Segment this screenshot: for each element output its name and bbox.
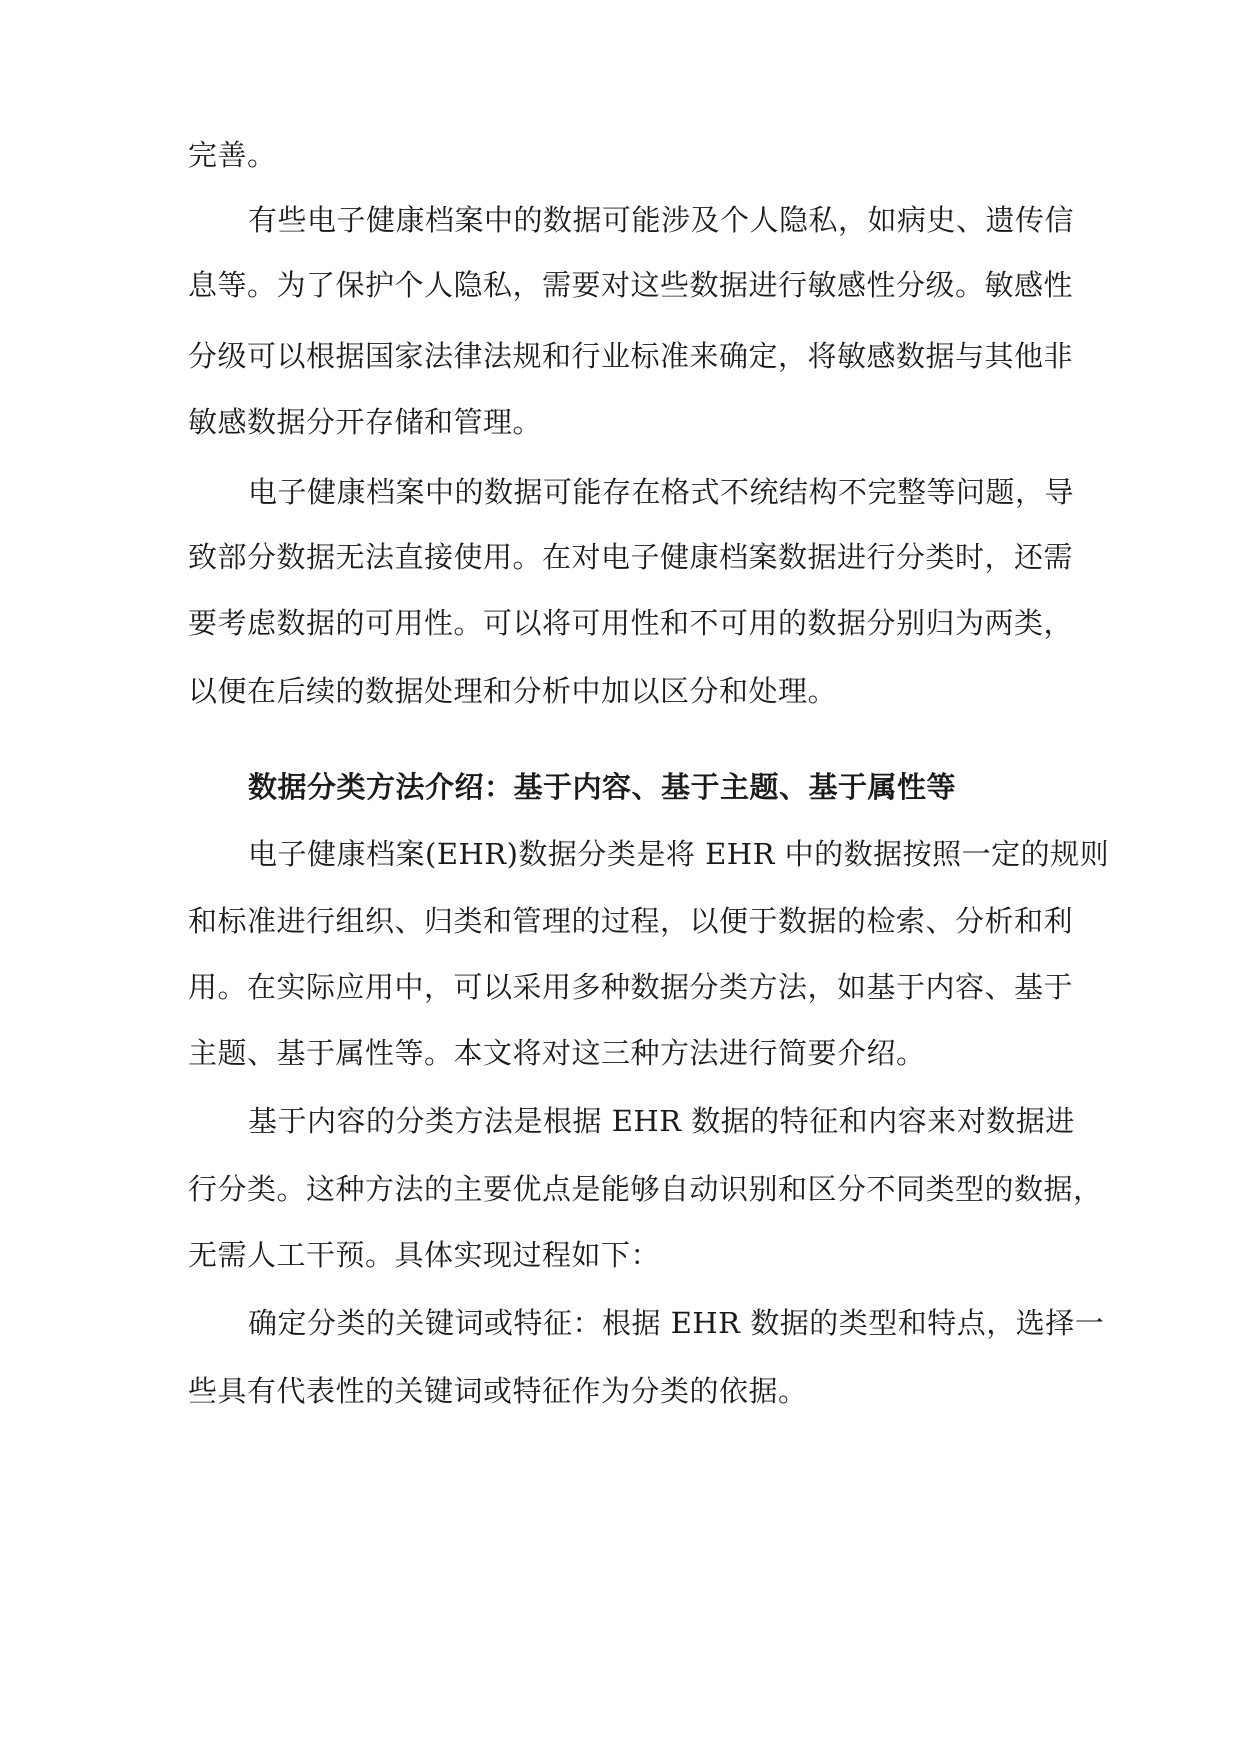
text-line: 完善。	[188, 138, 277, 172]
text-line: 要考虑数据的可用性。可以将可用性和不可用的数据分别归为两类，	[188, 606, 1074, 640]
paragraph-first-line: 基于内容的分类方法是根据 EHR 数据的特征和内容来对数据进	[248, 1104, 1075, 1138]
text-line: 用。在实际应用中，可以采用多种数据分类方法，如基于内容、基于	[188, 970, 1074, 1004]
text-line: 主题、基于属性等。本文将对这三种方法进行简要介绍。	[188, 1036, 926, 1070]
paragraph-first-line: 电子健康档案(EHR)数据分类是将 EHR 中的数据按照一定的规则	[248, 837, 1110, 871]
section-heading: 数据分类方法介绍：基于内容、基于主题、基于属性等	[248, 770, 957, 804]
text-line: 以便在后续的数据处理和分析中加以区分和处理。	[188, 674, 838, 708]
text-line: 敏感数据分开存储和管理。	[188, 405, 543, 439]
text-line: 和标准进行组织、归类和管理的过程，以便于数据的检索、分析和利	[188, 904, 1074, 938]
paragraph-first-line: 电子健康档案中的数据可能存在格式不统结构不完整等问题，导	[248, 475, 1075, 509]
text-line: 些具有代表性的关键词或特征作为分类的依据。	[188, 1374, 808, 1408]
text-line: 分级可以根据国家法律法规和行业标准来确定，将敏感数据与其他非	[188, 339, 1074, 373]
paragraph-first-line: 有些电子健康档案中的数据可能涉及个人隐私，如病史、遗传信	[248, 203, 1075, 237]
text-line: 行分类。这种方法的主要优点是能够自动识别和区分不同类型的数据，	[188, 1172, 1103, 1206]
text-line: 无需人工干预。具体实现过程如下：	[188, 1238, 661, 1272]
paragraph-first-line: 确定分类的关键词或特征：根据 EHR 数据的类型和特点，选择一	[248, 1306, 1105, 1340]
text-line: 致部分数据无法直接使用。在对电子健康档案数据进行分类时，还需	[188, 540, 1074, 574]
text-line: 息等。为了保护个人隐私，需要对这些数据进行敏感性分级。敏感性	[188, 268, 1074, 302]
